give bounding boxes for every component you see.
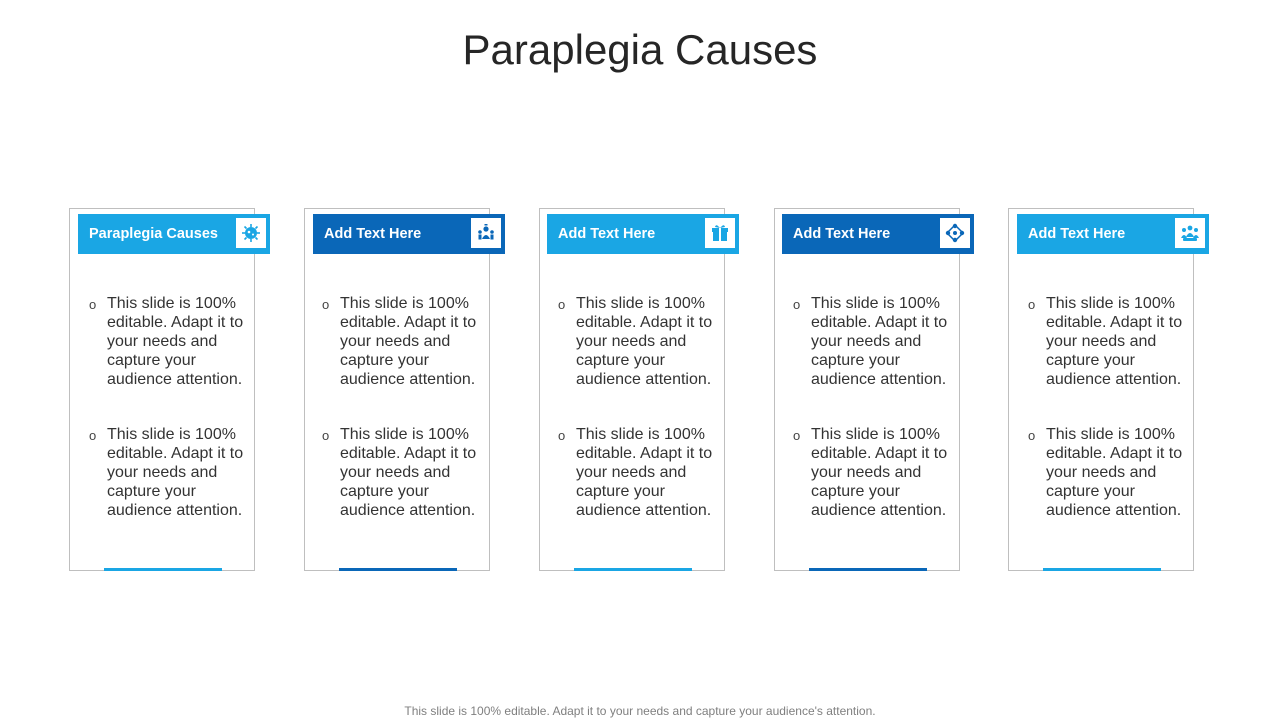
card-header-5[interactable] — [1017, 214, 1209, 254]
group-icon — [1175, 218, 1205, 248]
card-header-label: Add Text Here — [558, 226, 656, 242]
card-header-2[interactable] — [313, 214, 505, 254]
bullet-list-4 — [793, 294, 953, 556]
list-item: o This slide is 100% editable. Adapt it to your needs and capture your audience attention. — [558, 426, 713, 519]
card-header-label: Add Text Here — [793, 226, 891, 242]
list-item: o This slide is 100% editable. Adapt it to your needs and capture your audience attention. — [1028, 426, 1183, 519]
card-header-4[interactable] — [782, 214, 974, 254]
page-title: Paraplegia Causes — [462, 26, 818, 73]
team-icon — [471, 218, 501, 248]
bullet-list-5 — [1028, 294, 1188, 556]
card-accent-bar — [339, 568, 457, 571]
card-accent-bar — [1043, 568, 1161, 571]
card-accent-bar — [809, 568, 927, 571]
card-header-3[interactable] — [547, 214, 739, 254]
list-item: o This slide is 100% editable. Adapt it to your needs and capture your audience attention. — [558, 295, 713, 388]
card-header-1[interactable] — [78, 214, 270, 254]
card-header-label: Add Text Here — [324, 226, 422, 242]
card-header-label: Add Text Here — [1028, 226, 1126, 242]
card-accent-bar — [104, 568, 222, 571]
virus-icon — [236, 218, 266, 248]
card-header-label: Paraplegia Causes — [89, 226, 218, 242]
list-item: o This slide is 100% editable. Adapt it to your needs and capture your audience attention. — [322, 295, 477, 388]
network-icon — [940, 218, 970, 248]
list-item: o This slide is 100% editable. Adapt it to your needs and capture your audience attention. — [89, 426, 244, 519]
list-item: o This slide is 100% editable. Adapt it to your needs and capture your audience attention. — [793, 426, 948, 519]
gift-icon — [705, 218, 735, 248]
footer-note: This slide is 100% editable. Adapt it to your needs and capture your audience's attention. — [404, 704, 876, 718]
card-accent-bar — [574, 568, 692, 571]
bullet-list-1 — [89, 294, 249, 556]
bullet-list-3 — [558, 294, 718, 556]
list-item: o This slide is 100% editable. Adapt it to your needs and capture your audience attention. — [1028, 295, 1183, 388]
list-item: o This slide is 100% editable. Adapt it to your needs and capture your audience attention. — [322, 426, 477, 519]
list-item: o This slide is 100% editable. Adapt it to your needs and capture your audience attention. — [793, 295, 948, 388]
list-item: o This slide is 100% editable. Adapt it to your needs and capture your audience attention. — [89, 295, 244, 388]
bullet-list-2 — [322, 294, 482, 556]
